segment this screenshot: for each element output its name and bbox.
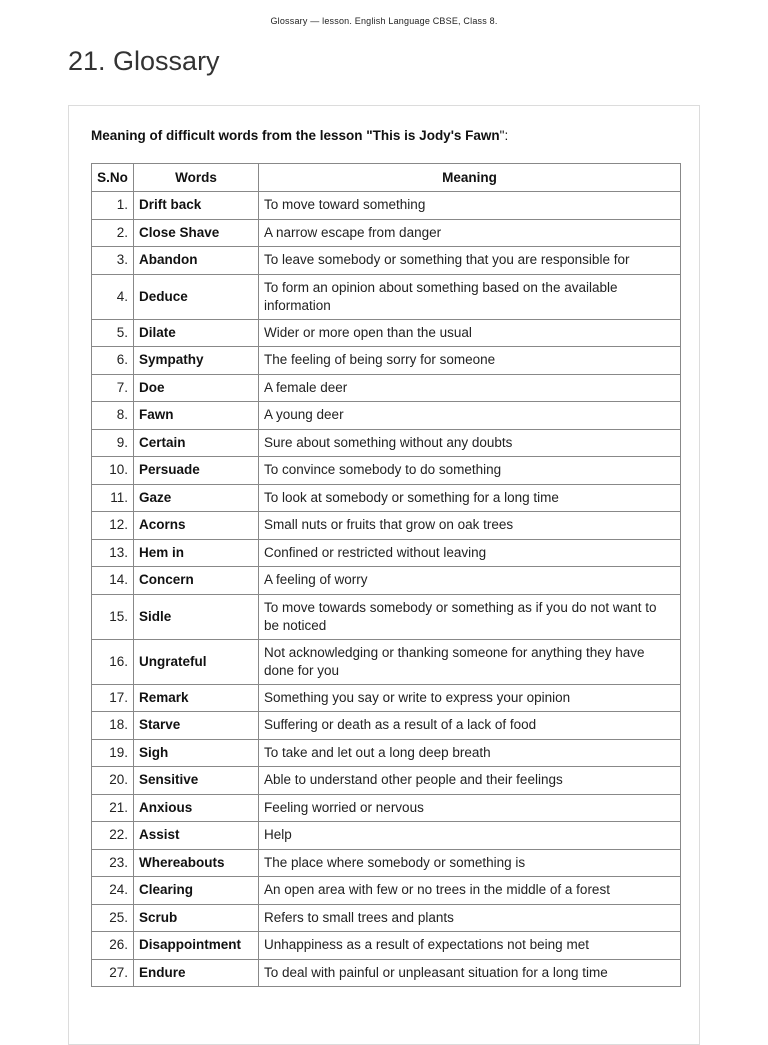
row-word: Remark bbox=[134, 684, 259, 712]
table-row bbox=[92, 247, 681, 275]
table-row bbox=[92, 274, 681, 319]
row-sno: 9. bbox=[92, 429, 134, 457]
table-row bbox=[92, 484, 681, 512]
table-row bbox=[92, 219, 681, 247]
row-meaning: Feeling worried or nervous bbox=[259, 794, 681, 822]
row-word: Ungrateful bbox=[134, 639, 259, 684]
table-row bbox=[92, 794, 681, 822]
row-meaning: To take and let out a long deep breath bbox=[259, 739, 681, 767]
table-row bbox=[92, 739, 681, 767]
row-word: Whereabouts bbox=[134, 849, 259, 877]
row-sno: 22. bbox=[92, 822, 134, 850]
glossary-table bbox=[91, 163, 681, 987]
table-header-row bbox=[92, 164, 681, 192]
row-sno: 14. bbox=[92, 567, 134, 595]
row-word: Disappointment bbox=[134, 932, 259, 960]
row-meaning: Not acknowledging or thanking someone for anything they have done for you bbox=[259, 639, 681, 684]
row-sno: 7. bbox=[92, 374, 134, 402]
row-sno: 1. bbox=[92, 192, 134, 220]
row-word: Drift back bbox=[134, 192, 259, 220]
glossary-card bbox=[68, 105, 700, 1045]
table-row bbox=[92, 639, 681, 684]
row-meaning: To form an opinion about something based on the available information bbox=[259, 274, 681, 319]
header-meaning: Meaning bbox=[259, 164, 681, 192]
row-sno: 23. bbox=[92, 849, 134, 877]
table-row bbox=[92, 877, 681, 905]
lesson-title: This is Jody's Fawn bbox=[372, 128, 500, 143]
table-row bbox=[92, 594, 681, 639]
row-meaning: To move toward something bbox=[259, 192, 681, 220]
row-sno: 12. bbox=[92, 512, 134, 540]
row-meaning: To leave somebody or something that you are responsible for bbox=[259, 247, 681, 275]
row-meaning: Wider or more open than the usual bbox=[259, 319, 681, 347]
row-sno: 18. bbox=[92, 712, 134, 740]
row-word: Doe bbox=[134, 374, 259, 402]
row-sno: 21. bbox=[92, 794, 134, 822]
row-meaning: To look at somebody or something for a long time bbox=[259, 484, 681, 512]
row-meaning: Unhappiness as a result of expectations not being met bbox=[259, 932, 681, 960]
row-word: Abandon bbox=[134, 247, 259, 275]
page-title: 21. Glossary bbox=[68, 46, 220, 76]
table-row bbox=[92, 822, 681, 850]
row-meaning: The place where somebody or something is bbox=[259, 849, 681, 877]
row-meaning: To move towards somebody or something as if you do not want to be noticed bbox=[259, 594, 681, 639]
table-row bbox=[92, 402, 681, 430]
row-meaning: A female deer bbox=[259, 374, 681, 402]
row-meaning: The feeling of being sorry for someone bbox=[259, 347, 681, 375]
row-sno: 16. bbox=[92, 639, 134, 684]
row-sno: 17. bbox=[92, 684, 134, 712]
table-row bbox=[92, 539, 681, 567]
table-row bbox=[92, 512, 681, 540]
row-sno: 26. bbox=[92, 932, 134, 960]
row-sno: 11. bbox=[92, 484, 134, 512]
row-word: Fawn bbox=[134, 402, 259, 430]
row-sno: 19. bbox=[92, 739, 134, 767]
row-meaning: Sure about something without any doubts bbox=[259, 429, 681, 457]
row-word: Endure bbox=[134, 959, 259, 987]
table-row bbox=[92, 347, 681, 375]
glossary-body bbox=[92, 192, 681, 987]
row-sno: 25. bbox=[92, 904, 134, 932]
header-sno: S.No bbox=[92, 164, 134, 192]
row-sno: 8. bbox=[92, 402, 134, 430]
row-sno: 27. bbox=[92, 959, 134, 987]
row-word: Concern bbox=[134, 567, 259, 595]
table-row bbox=[92, 849, 681, 877]
row-sno: 20. bbox=[92, 767, 134, 795]
row-word: Sigh bbox=[134, 739, 259, 767]
row-sno: 24. bbox=[92, 877, 134, 905]
intro-suffix: ": bbox=[499, 128, 509, 143]
row-sno: 15. bbox=[92, 594, 134, 639]
row-word: Sidle bbox=[134, 594, 259, 639]
row-meaning: Able to understand other people and their feelings bbox=[259, 767, 681, 795]
table-row bbox=[92, 767, 681, 795]
row-word: Dilate bbox=[134, 319, 259, 347]
row-meaning: A young deer bbox=[259, 402, 681, 430]
row-sno: 4. bbox=[92, 274, 134, 319]
row-meaning: An open area with few or no trees in the middle of a forest bbox=[259, 877, 681, 905]
intro-prefix: Meaning of difficult words from the lesson " bbox=[91, 128, 373, 143]
row-meaning: Something you say or write to express your opinion bbox=[259, 684, 681, 712]
row-sno: 13. bbox=[92, 539, 134, 567]
table-row bbox=[92, 374, 681, 402]
intro-text bbox=[91, 128, 508, 143]
table-row bbox=[92, 429, 681, 457]
row-meaning: Small nuts or fruits that grow on oak trees bbox=[259, 512, 681, 540]
row-meaning: Refers to small trees and plants bbox=[259, 904, 681, 932]
row-meaning: To convince somebody to do something bbox=[259, 457, 681, 485]
row-word: Gaze bbox=[134, 484, 259, 512]
row-meaning: Suffering or death as a result of a lack of food bbox=[259, 712, 681, 740]
row-word: Clearing bbox=[134, 877, 259, 905]
row-meaning: To deal with painful or unpleasant situation for a long time bbox=[259, 959, 681, 987]
row-sno: 6. bbox=[92, 347, 134, 375]
row-word: Scrub bbox=[134, 904, 259, 932]
row-word: Sympathy bbox=[134, 347, 259, 375]
table-row bbox=[92, 904, 681, 932]
row-meaning: A narrow escape from danger bbox=[259, 219, 681, 247]
running-header: Glossary — lesson. English Language CBSE, Class 8. bbox=[270, 16, 498, 26]
row-sno: 5. bbox=[92, 319, 134, 347]
row-meaning: Confined or restricted without leaving bbox=[259, 539, 681, 567]
table-row bbox=[92, 684, 681, 712]
row-word: Deduce bbox=[134, 274, 259, 319]
row-word: Persuade bbox=[134, 457, 259, 485]
row-word: Acorns bbox=[134, 512, 259, 540]
table-row bbox=[92, 712, 681, 740]
table-row bbox=[92, 567, 681, 595]
row-word: Assist bbox=[134, 822, 259, 850]
row-word: Sensitive bbox=[134, 767, 259, 795]
table-row bbox=[92, 192, 681, 220]
row-word: Certain bbox=[134, 429, 259, 457]
row-word: Close Shave bbox=[134, 219, 259, 247]
table-row bbox=[92, 932, 681, 960]
row-word: Starve bbox=[134, 712, 259, 740]
row-meaning: Help bbox=[259, 822, 681, 850]
row-sno: 3. bbox=[92, 247, 134, 275]
table-row bbox=[92, 319, 681, 347]
row-word: Hem in bbox=[134, 539, 259, 567]
table-row bbox=[92, 457, 681, 485]
row-sno: 10. bbox=[92, 457, 134, 485]
row-meaning: A feeling of worry bbox=[259, 567, 681, 595]
row-sno: 2. bbox=[92, 219, 134, 247]
table-row bbox=[92, 959, 681, 987]
row-word: Anxious bbox=[134, 794, 259, 822]
header-words: Words bbox=[134, 164, 259, 192]
